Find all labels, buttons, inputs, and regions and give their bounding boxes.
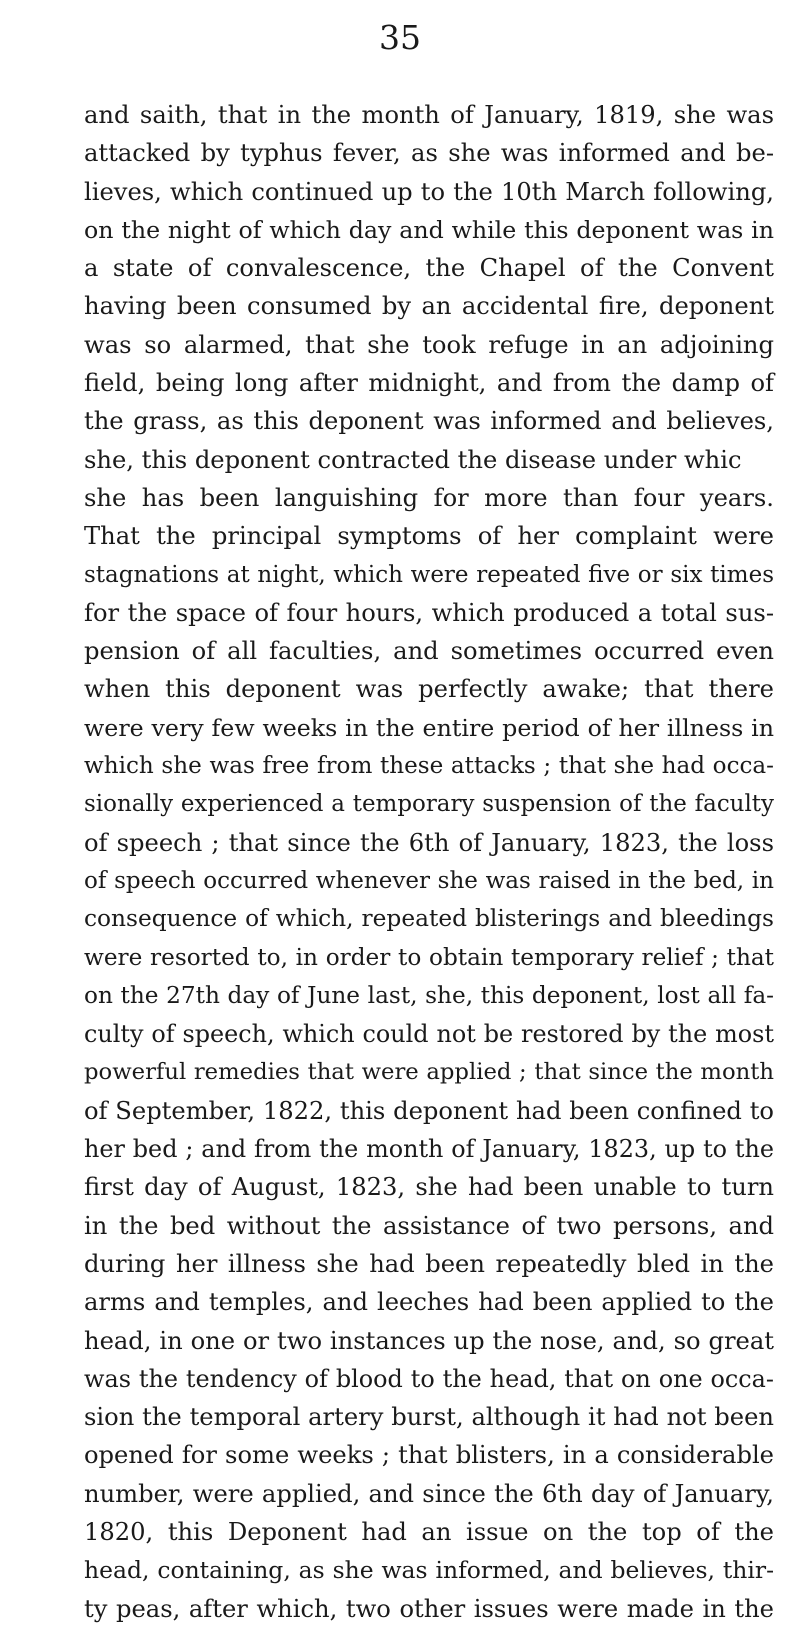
text-line: she has been languishing for more than four years.	[84, 483, 774, 512]
text-line: 1820, this Deponent had an issue on the top of the	[84, 1517, 774, 1546]
page-number: 35	[379, 18, 421, 57]
text-line: opened for some weeks ; that blisters, in a considerable	[84, 1441, 774, 1470]
text-line: having been consumed by an accidental fire, deponent	[84, 292, 774, 321]
text-line: were very few weeks in the entire period of her illness in	[84, 713, 774, 742]
text-line: of September, 1822, this deponent had been confined to	[84, 1096, 774, 1125]
text-line: number, were applied, and since the 6th day of January,	[84, 1479, 774, 1508]
text-line: head, in one or two instances up the nose, and, so great	[84, 1326, 774, 1355]
text-line: which she was free from these attacks ; that she had occa-	[84, 753, 774, 780]
text-line: were resorted to, in order to obtain temporary relief ; that	[84, 943, 774, 971]
text-line: field, being long after midnight, and from the damp of	[84, 369, 774, 398]
text-line: pension of all faculties, and sometimes occurred even	[84, 637, 774, 666]
text-line: of speech ; that since the 6th of January, 1823, the loss	[84, 828, 774, 857]
text-line: a state of convalescence, the Chapel of the Convent	[84, 254, 774, 283]
text-line: ty peas, after which, two other issues were made in the	[84, 1594, 774, 1623]
text-line: in the bed without the assistance of two persons, and	[84, 1211, 774, 1240]
text-line: first day of August, 1823, she had been unable to turn	[84, 1173, 774, 1202]
text-line: during her illness she had been repeatedly bled in the	[84, 1249, 774, 1278]
text-line: stagnations at night, which were repeated five or six times	[84, 561, 774, 588]
text-line: of speech occurred whenever she was raised in the bed, in	[84, 867, 774, 894]
text-line: for the space of four hours, which produced a total sus-	[84, 598, 774, 627]
text-line: on the 27th day of June last, she, this deponent, lost all fa-	[84, 981, 774, 1009]
text-line: sionally experienced a temporary suspension of the faculty	[84, 791, 774, 818]
text-line: head, containing, as she was informed, and believes, thir-	[84, 1556, 774, 1585]
text-line: culty of speech, which could not be restored by the most	[84, 1020, 774, 1049]
text-line: and saith, that in the month of January, 1819, she was	[84, 101, 774, 129]
text-line: arms and temples, and leeches had been applied to the	[84, 1288, 774, 1317]
text-line: the grass, as this deponent was informed and believes,	[84, 407, 774, 436]
text-line: powerful remedies that were applied ; that since the month	[84, 1059, 774, 1086]
text-line: was the tendency of blood to the head, that on one occa-	[84, 1364, 774, 1393]
text-line: when this deponent was perfectly awake; that there	[84, 675, 774, 704]
body-text	[84, 96, 774, 1628]
text-line: she, this deponent contracted the disease under whic	[84, 445, 742, 474]
text-line: attacked by typhus fever, as she was informed and be-	[84, 139, 774, 168]
text-line: lieves, which continued up to the 10th March following,	[84, 177, 774, 206]
text-line: consequence of which, repeated blisterings and bleedings	[84, 905, 774, 933]
text-line: sion the temporal artery burst, although it had not been	[84, 1403, 774, 1432]
text-line: her bed ; and from the month of January, 1823, up to the	[84, 1135, 774, 1164]
text-line: That the principal symptoms of her complaint were	[84, 522, 774, 551]
text-line: on the night of which day and while this deponent was in	[84, 215, 774, 244]
text-line: was so alarmed, that she took refuge in an adjoining	[84, 330, 774, 359]
